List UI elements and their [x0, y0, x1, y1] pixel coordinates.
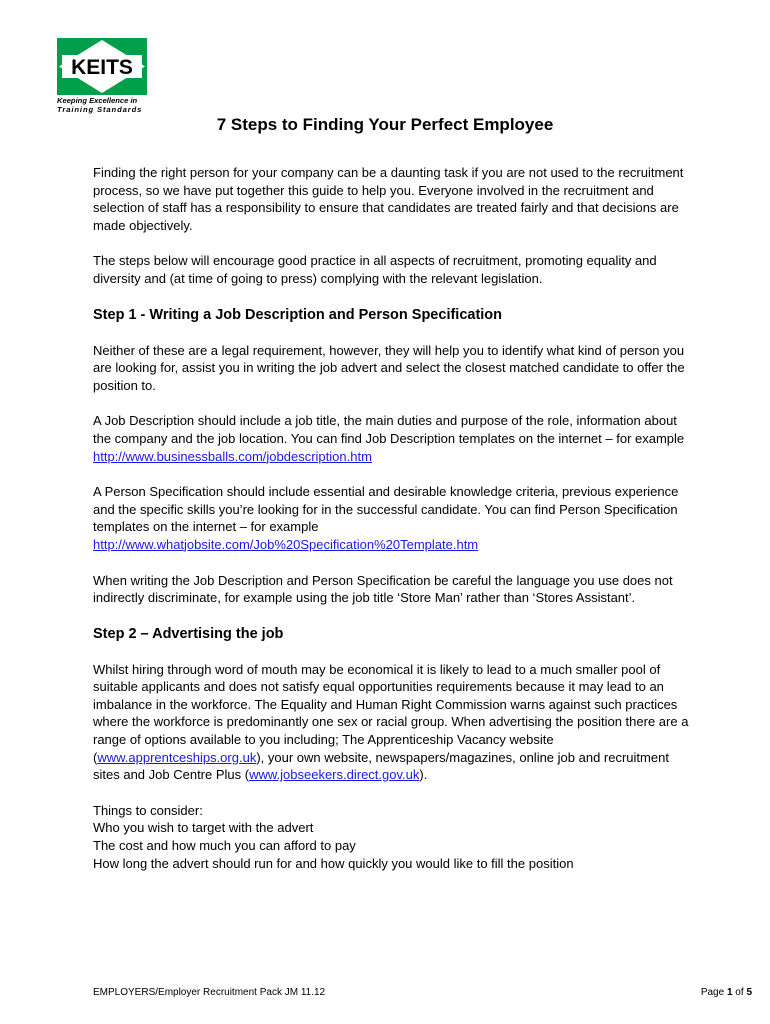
- consider-line: Things to consider:: [93, 802, 203, 818]
- keits-logo-mark: [57, 38, 147, 95]
- step2-heading: Step 2 – Advertising the job: [93, 625, 284, 642]
- logo-tagline-line2: Training Standards: [57, 104, 143, 114]
- logo-tagline-line1: Keeping Excellence in: [57, 96, 138, 105]
- consider-line: How long the advert should run for and how quickly you would like to fill the position: [93, 855, 574, 871]
- step1-paragraph-1: Neither of these are a legal requirement, however, they will help you to identify what kind of person you are looking for, assist you in writing the job advert and select the closest matched candidate to offer the position to.: [93, 342, 685, 393]
- step2-paragraph-1: [93, 661, 693, 784]
- step2-paragraph-1-text-a: Whilst hiring through word of mouth may be economical it is likely to lead to a much smaller pool of suitable applicants and does not satisfy equal opportunities requirements because it may lead to an imbalance in the workforce. The Equality and Human Right Commission warns against such practices where the workforce is predominantly one sex or racial group. When advertising the position there are a range of options available to you including; The Apprenticeship Vacancy website (: [93, 661, 689, 765]
- document-body: [93, 164, 693, 890]
- intro-paragraph-1: Finding the right person for your company can be a daunting task if you are not used to the recruitment process, so we have put together this guide to help you. Everyone involved in the recruitment and selection of staff has a responsibility to ensure that candidates are treated fairly and that decisions are made objectively.: [93, 165, 684, 233]
- footer-reference: EMPLOYERS/Employer Recruitment Pack JM 11.12: [93, 987, 326, 998]
- jobdescription-link[interactable]: http://www.businessballs.com/jobdescription.htm: [93, 448, 372, 464]
- jobseekers-link[interactable]: www.jobseekers.direct.gov.uk: [249, 767, 420, 783]
- step1-paragraph-2-text: A Job Description should include a job title, the main duties and purpose of the role, information about the company and the job location. You can find Job Description templates on the internet – for example: [93, 413, 685, 446]
- consider-line: Who you wish to target with the advert: [93, 820, 314, 836]
- step2-paragraph-1-text-c: ).: [419, 767, 428, 783]
- apprenticeships-link[interactable]: www.apprentceships.org.uk: [97, 749, 257, 765]
- logo-tagline: [57, 97, 149, 114]
- document-title: 7 Steps to Finding Your Perfect Employee: [216, 115, 554, 134]
- page-number: [701, 987, 752, 999]
- page-current: 1: [726, 987, 733, 998]
- step1-heading: Step 1 - Writing a Job Description and Person Specification: [93, 306, 503, 323]
- step1-paragraph-3-text: A Person Specification should include essential and desirable knowledge criteria, previous experience and the specific skills you’re looking for in the successful candidate. You can find Person Specification templates on the internet – for example: [93, 484, 679, 535]
- person-spec-link[interactable]: http://www.whatjobsite.com/Job%20Specification%20Template.htm: [93, 536, 479, 552]
- logo-brand-text: KEITS: [71, 56, 133, 79]
- step2-paragraph-1-text-b: ), your own website, newspapers/magazines, online job and recruitment sites and Job Centre Plus (: [93, 749, 669, 783]
- step1-paragraph-3: [93, 483, 693, 553]
- page-total: 5: [746, 987, 752, 998]
- keits-logo: [57, 38, 149, 114]
- step1-paragraph-2: [93, 412, 693, 465]
- page-of: of: [732, 987, 747, 998]
- things-to-consider: [93, 802, 693, 872]
- consider-line: The cost and how much you can afford to pay: [93, 838, 356, 854]
- step1-paragraph-4: When writing the Job Description and Person Specification be careful the language you use does not indirectly discriminate, for example using the job title ‘Store Man’ rather than ‘Stores Assistant’.: [93, 572, 673, 606]
- intro-paragraph-2: The steps below will encourage good practice in all aspects of recruitment, promoting equality and diversity and (at time of going to press) complying with the relevant legislation.: [93, 253, 657, 286]
- page-prefix: Page: [700, 987, 727, 998]
